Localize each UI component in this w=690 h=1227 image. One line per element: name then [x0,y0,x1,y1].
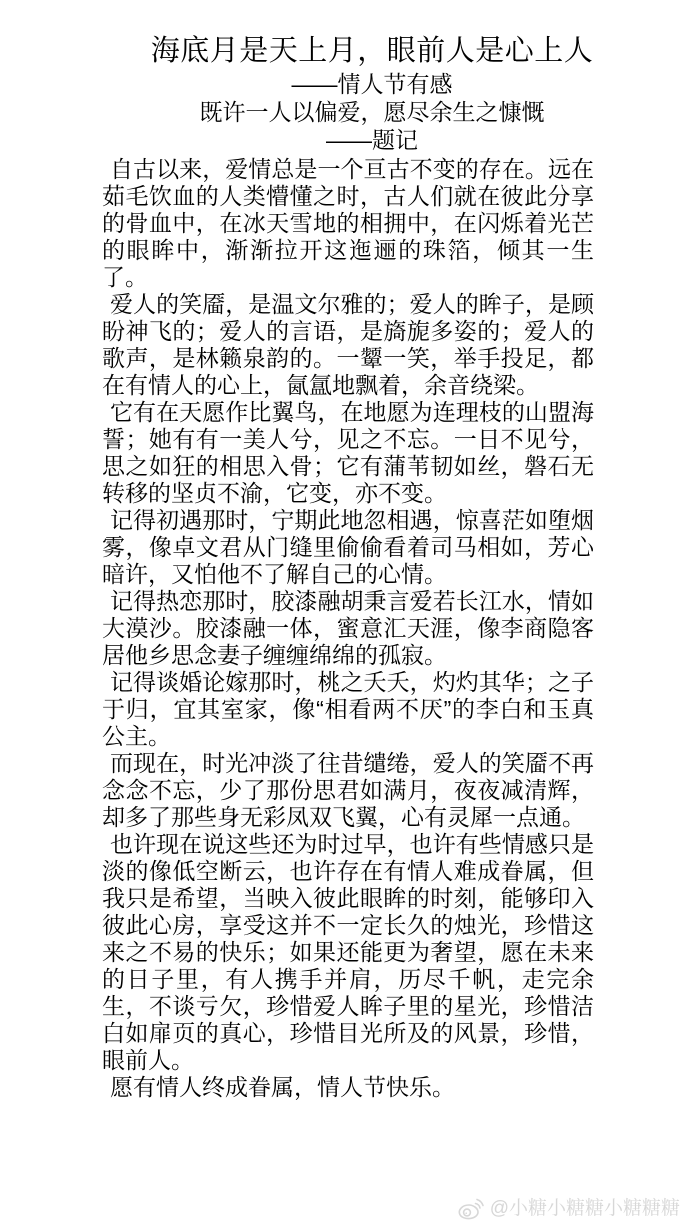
paragraph: 而现在，时光冲淡了往昔缱绻，爱人的笑靥不再念念不忘，少了那份思君如满月，夜夜减清辉，却多了那些身无彩凤双飞翼，心有灵犀一点通。 [102,750,594,830]
paragraph: 自古以来，爱情总是一个亘古不变的存在。远在茹毛饮血的人类懵懂之时，古人们就在彼此分享的骨血中，在冰天雪地的相拥中，在闪烁着光芒的眼眸中，渐渐拉开这迤逦的珠箔，倾其一生了。 [102,156,594,290]
watermark-text: @小糖小糖糖小糖糖糖 [489,1198,680,1219]
watermark [457,1197,680,1221]
essay-header [27,0,690,154]
paragraph: 记得初遇那时，宁期此地忽相遇，惊喜茫如堕烟雾，像卓文君从门缝里偷偷看着司马相如，芳心暗许，又怕他不了解自己的心情。 [102,507,594,587]
epigraph: 既许一人以偏爱，愿尽余生之慷慨 [199,99,545,125]
paragraph: 愿有情人终成眷属，情人节快乐。 [110,1074,455,1100]
paragraph: 爱人的笑靥，是温文尔雅的；爱人的眸子，是顾盼神飞的；爱人的言语，是旖旎多姿的；爱人的歌声，是林籁泉韵的。一颦一笑，举手投足，都在有情人的心上，氤氲地飘着，余音绕梁。 [102,291,594,398]
page-title: 海底月是天上月，眼前人是心上人 [150,35,594,67]
paragraph: 记得谈婚论嫁那时，桃之夭夭，灼灼其华；之子于归，宜其室家，像“相看两不厌”的李白和玉真公主。 [102,669,594,749]
paragraph: 它有在天愿作比翼鸟，在地愿为连理枝的山盟海誓；她有有一美人兮，见之不忘。一日不见兮，思之如狂的相思入骨；它有蒲苇韧如丝，磐石无转移的坚贞不渝，它变，亦不变。 [102,399,594,506]
epigraph-label: ——题记 [326,127,418,153]
weibo-icon [457,1197,485,1221]
essay-body [102,156,594,1101]
paragraph: 记得热恋那时，胶漆融胡秉言爱若长江水，情如大漠沙。胶漆融一体，蜜意汇天涯，像李商隐客居他乡思念妻子缠缠绵绵的孤寂。 [102,588,594,668]
paragraph: 也许现在说这些还为时过早，也许有些情感只是淡的像低空断云，也许存在有情人难成眷属，但我只是希望，当映入彼此眼眸的时刻，能够印入彼此心房，享受这并不一定长久的烛光，珍惜这来之不易的快乐；如果还能更为奢望，愿在未来的日子里，有人携手并肩，历尽千帆，走完余生，不谈亏欠，珍惜爱人眸子里的星光，珍惜洁白如扉页的真心，珍惜目光所及的风景，珍惜，眼前人。 [102,831,594,1073]
subtitle: ——情人节有感 [291,71,453,97]
